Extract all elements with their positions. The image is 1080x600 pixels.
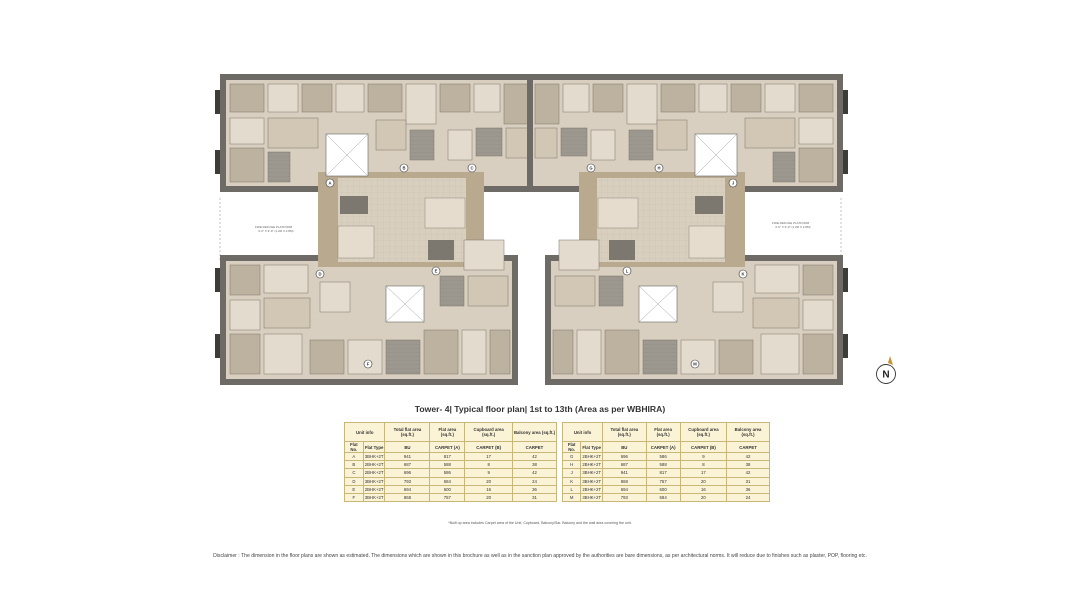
flat-marker-j (729, 179, 737, 187)
flat-no-header: Flat No. (563, 442, 581, 453)
svg-text:C: C (470, 165, 474, 171)
right-wing-plan (527, 74, 848, 385)
flat-marker-d (316, 270, 324, 278)
table-row: C 2BHK+2T 696 586 9 42 (345, 469, 557, 477)
total-flat-header: Total flat area (sq.ft.) (603, 423, 646, 442)
flat-marker-g (587, 164, 595, 172)
table-row: M 3BHK+2T 793 684 20 24 (563, 493, 770, 501)
flat-type-header: Flat Type (581, 442, 603, 453)
flat-marker-c (468, 164, 476, 172)
flat-marker-f (364, 360, 372, 368)
carpet-a-header: CARPET (A) (646, 442, 680, 453)
flat-marker-l (623, 267, 631, 275)
bu-header: BU (603, 442, 646, 453)
table-row: K 3BHK+2T 868 757 20 31 (563, 477, 770, 485)
carpet-b-header: CARPET (B) (680, 442, 726, 453)
unit-info-header: Unit info (563, 423, 603, 442)
flat-marker-k (739, 270, 747, 278)
svg-text:4'-0" X 9'-0" (1.2M X 2.8M): 4'-0" X 9'-0" (1.2M X 2.8M) (775, 225, 811, 229)
cupboard-header: Cupboard area (sq.ft.) (680, 423, 726, 442)
unit-table-left (344, 422, 557, 502)
svg-text:FIRE REFUGE PLATFORM: FIRE REFUGE PLATFORM (772, 221, 810, 225)
svg-text:L: L (625, 268, 629, 274)
flat-marker-h (655, 164, 663, 172)
flat-marker-a (326, 179, 334, 187)
north-compass-icon (877, 356, 896, 384)
svg-text:M: M (693, 361, 697, 367)
carpet-header: CARPET (512, 442, 556, 453)
balcony-header: Balcony area (sq.ft.) (512, 423, 556, 442)
floor-plan-title: Tower- 4| Typical floor plan| 1st to 13th (Area as per WBHIRA) (414, 404, 666, 414)
svg-text:4'-0" X 9'-0" (1.2M X 2.8M): 4'-0" X 9'-0" (1.2M X 2.8M) (258, 229, 294, 233)
flat-no-header: Flat No. (345, 442, 364, 453)
carpet-b-header: CARPET (B) (465, 442, 513, 453)
table-row: D 3BHK+2T 793 684 20 24 (345, 477, 557, 485)
carpet-header: CARPET (727, 442, 770, 453)
bu-header: BU (385, 442, 430, 453)
flat-marker-e (432, 267, 440, 275)
carpet-a-header: CARPET (A) (430, 442, 465, 453)
svg-text:B: B (402, 165, 406, 171)
svg-text:E: E (434, 268, 438, 274)
disclaimer-text: Disclaimer : The dimension in the floor plans are shown as estimated. The dimensions which are shown in this brochure as well as in the sanction plan approved by the authorities are bare dimensions, as per architectural norms. It will reduce due to finishes such as plaster, POP, flooring etc. (213, 553, 867, 559)
table-row: F 3BHK+2T 868 757 20 31 (345, 493, 557, 501)
table-row: E 2BHK+2T 694 600 16 36 (345, 485, 557, 493)
balcony-header: Balcony area (sq.ft.) (727, 423, 770, 442)
table-row: G 2BHK+2T 696 586 9 42 (563, 453, 770, 461)
cupboard-header: Cupboard area (sq.ft.) (465, 423, 513, 442)
total-flat-header: Total flat area (sq.ft.) (385, 423, 430, 442)
table-row: B 2BHK+2T 687 588 8 38 (345, 461, 557, 469)
flat-area-header: Flat area (sq.ft.) (646, 423, 680, 442)
flat-area-header: Flat area (sq.ft.) (430, 423, 465, 442)
flat-type-header: Flat Type (363, 442, 385, 453)
flat-marker-m (691, 360, 699, 368)
svg-text:F: F (366, 361, 370, 367)
unit-info-header: Unit info (345, 423, 385, 442)
svg-text:D: D (318, 271, 322, 277)
svg-text:K: K (741, 271, 745, 277)
unit-table-right (562, 422, 770, 502)
table-row: L 2BHK+2T 694 600 16 36 (563, 485, 770, 493)
table-row: J 3BHK+2T 941 817 17 42 (563, 469, 770, 477)
table-footnote: *Built up area includes Carpet area of the Unit, Cupboard, Balcony/Sar. Balcony and the wall area covering the unit. (448, 521, 632, 525)
svg-text:N: N (882, 369, 890, 381)
table-row: A 3BHK+2T 941 817 17 42 (345, 453, 557, 461)
flat-marker-b (400, 164, 408, 172)
svg-text:H: H (657, 165, 661, 171)
svg-text:J: J (731, 180, 735, 186)
svg-text:FIRE REFUGE PLATFORM: FIRE REFUGE PLATFORM (255, 225, 293, 229)
svg-text:G: G (589, 165, 593, 171)
svg-text:A: A (328, 180, 332, 186)
table-row: H 2BHK+2T 687 588 8 38 (563, 461, 770, 469)
